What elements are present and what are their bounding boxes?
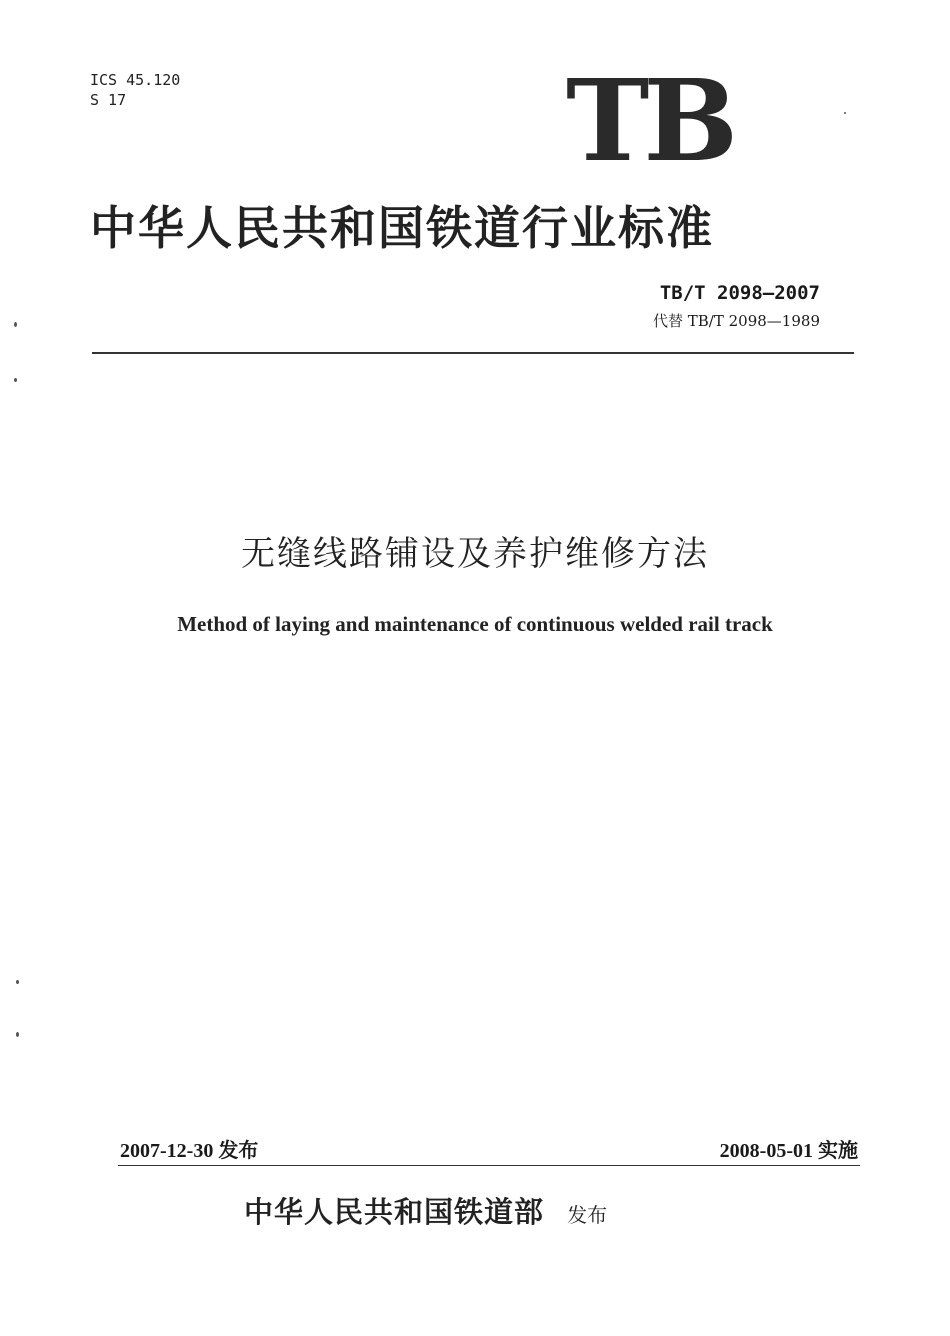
chinese-title: 无缝线路铺设及养护维修方法 <box>241 534 709 574</box>
english-title: Method of laying and maintenance of continuous welded rail track <box>177 612 773 636</box>
classification-codes <box>90 70 180 110</box>
speck <box>16 1032 19 1037</box>
header-divider <box>92 352 854 354</box>
standard-number: TB/T 2098—2007 <box>659 282 820 304</box>
speck <box>14 378 17 382</box>
speck <box>16 980 19 984</box>
replaces-standard: 代替 TB/T 2098—1989 <box>653 312 820 330</box>
implementation-date: 2008-05-01 实施 <box>719 1140 858 1162</box>
class-code: S 17 <box>90 91 127 109</box>
standard-category-title: 中华人民共和国铁道行业标准 <box>90 201 714 255</box>
speck <box>14 322 17 327</box>
publisher <box>244 1192 607 1235</box>
ics-code: ICS 45.120 <box>90 71 181 89</box>
issue-date: 2007-12-30 发布 <box>120 1140 259 1162</box>
tb-logo: TB <box>566 56 733 187</box>
speck <box>844 112 846 114</box>
footer-divider <box>118 1165 860 1166</box>
publisher-name: 中华人民共和国铁道部 <box>244 1195 545 1229</box>
publisher-suffix: 发布 <box>567 1203 608 1227</box>
